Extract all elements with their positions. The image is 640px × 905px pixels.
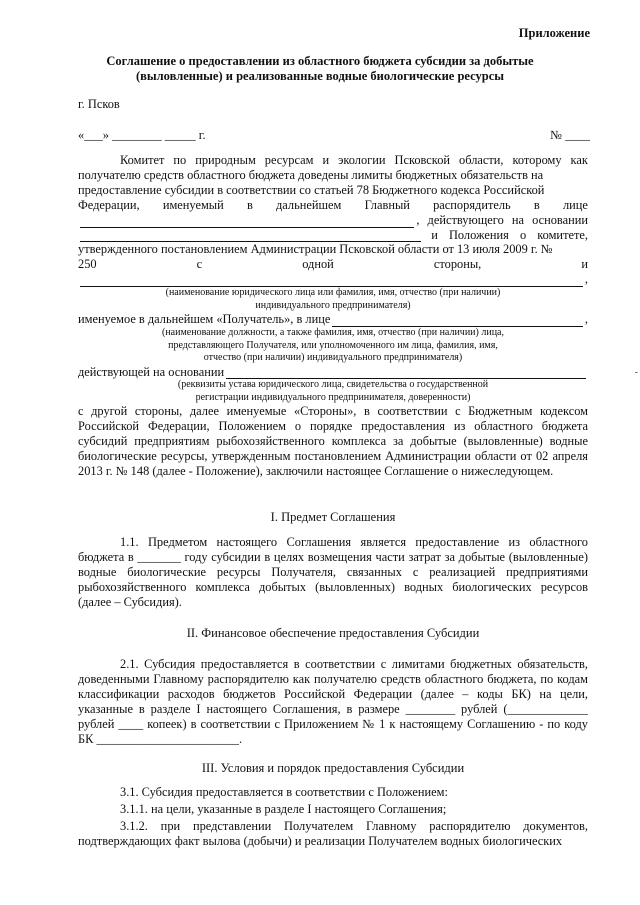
section-1-paragraph: 1.1. Предметом настоящего Соглашения является предоставление из областного бюджета в _______ году субсидии в целях возмещения части затрат за добытые (выловленные) водные биологические ресурсы Получателя, связанных с реализацией предприятиями рыбохозяйственного комплекса добытых (выловленных) водных биологических ресурсов (далее – Субсидия). — [78, 535, 588, 609]
intro-line-3: предоставление субсидии в соответствии со статьей 78 Бюджетного кодекса Российской — [78, 182, 545, 197]
city: г. Псков — [78, 97, 120, 111]
word: Федерации, — [78, 197, 140, 212]
fill-blank[interactable] — [80, 215, 414, 228]
title-line-2: (выловленные) и реализованные водные биологические ресурсы — [135, 69, 504, 83]
agreement-number: № ____ — [550, 128, 590, 142]
caption-basis-1: (реквизиты устава юридического лица, свидетельства о государственной — [177, 379, 489, 391]
word: 250 — [78, 257, 97, 272]
word: области, — [459, 153, 504, 167]
fill-blank[interactable] — [80, 229, 421, 242]
word: которому — [512, 153, 562, 167]
section-3-item-1-2: 3.1.2. при представлении Получателем Главному распорядителю документов, подтверждающих факт вылова (добычи) и реализации Получателем водных биологических — [78, 819, 588, 848]
caption-recipient-2: индивидуального предпринимателя) — [255, 299, 411, 311]
word: по — [173, 153, 187, 167]
margin-mark: - — [634, 367, 638, 378]
word: и — [581, 257, 588, 272]
word: дальнейшем — [275, 197, 342, 212]
caption-position-1: (наименование должности, а также фамилия, имя, отчество (при наличии) лица, — [161, 327, 504, 339]
word: как — [570, 153, 588, 167]
word: в — [533, 197, 540, 212]
intro-line-6 — [78, 228, 588, 243]
word: одной — [302, 257, 334, 272]
word: в — [246, 197, 253, 212]
text: и Положения о комитете, — [431, 227, 588, 242]
word: распорядитель — [433, 197, 511, 212]
intro-line-4 — [78, 198, 588, 213]
section-2-heading: II. Финансовое обеспечение предоставления Субсидии — [186, 626, 480, 640]
word: Комитет — [120, 153, 165, 167]
document-title — [80, 54, 560, 84]
title-line-1: Соглашение о предоставлении из областного бюджета субсидии за добытые — [106, 54, 534, 68]
named-line — [78, 312, 588, 327]
caption-position-2: представляющего Получателя, или уполномоченного им лица, фамилия, имя, — [168, 339, 498, 351]
text: , — [584, 272, 588, 287]
word: с — [196, 257, 203, 272]
word: экологии — [338, 153, 386, 167]
intro-line-1 — [78, 153, 588, 168]
caption-position-3: отчество (при наличии) индивидуального предпринимателя) — [203, 352, 463, 364]
word: Псковской — [394, 153, 451, 167]
caption-basis-2: регистрации индивидуального предпринимателя, доверенности) — [195, 391, 471, 403]
word: именуемый — [162, 197, 224, 212]
intro-paragraph — [78, 153, 588, 479]
acting-line — [78, 365, 588, 380]
intro-line-2: получателю средств областного бюджета доведены лимиты бюджетных обязательств на — [78, 167, 544, 182]
intro-body: с другой стороны, далее именуемые «Стороны», в соответствии с Бюджетным кодексом Российской Федерации, Положением о порядке предоставления из областного бюджета субсидий предприятиям рыбохозяйственного комплекса за добытые (выловленные) водные биологические ресурсы, утвержденным постановлением Администрации области от 02 апреля 2013 г. № 148 (далее - Положение), заключили настоящее Соглашение о нижеследующем. — [78, 404, 588, 479]
word: лице — [562, 197, 588, 212]
fill-blank[interactable] — [332, 314, 583, 327]
word: природным — [195, 153, 256, 167]
section-3-item-1: 3.1. Субсидия предоставляется в соответствии с Положением: — [120, 785, 448, 799]
section-3-heading: III. Условия и порядок предоставления Субсидии — [201, 761, 465, 775]
text: , — [584, 312, 588, 327]
section-1-heading: I. Предмет Соглашения — [270, 510, 396, 524]
section-3-item-1-1: 3.1.1. на цели, указанные в разделе I настоящего Соглашения; — [120, 802, 447, 816]
word: и — [322, 153, 330, 167]
fill-blank[interactable] — [226, 366, 586, 379]
recipient-name-line — [78, 272, 588, 287]
fill-blank[interactable] — [80, 274, 583, 287]
word: Главный — [364, 197, 410, 212]
text: , действующего на основании — [416, 212, 588, 227]
text: действующей на основании — [78, 364, 225, 379]
agreement-date: «___» ________ _____ г. — [78, 128, 206, 142]
appendix-label: Приложение — [518, 26, 590, 40]
caption-recipient-1: (наименование юридического лица или фамилия, имя, отчество (при наличии) — [165, 287, 501, 299]
text: именуемое в дальнейшем «Получатель», в лице — [78, 312, 331, 327]
section-2-paragraph: 2.1. Субсидия предоставляется в соответствии с лимитами бюджетных обязательств, доведенными Главному распорядителю как получателю средств областного бюджета, по кодам классификации расходов бюджетов Российской Федерации (далее – коды БК) на цели, указанные в разделе I настоящего Соглашения, в размере ________ рублей (_____________ рублей ____ копеек) в соответствии с Приложением № 1 к настоящему Соглашению - по коду БК _______________________. — [78, 657, 588, 746]
intro-line-7: утвержденного постановлением Администрации Псковской области от 13 июля 2009 г. № — [78, 242, 553, 257]
word: стороны, — [433, 257, 482, 272]
word: ресурсам — [264, 153, 314, 167]
intro-line-5 — [78, 213, 588, 228]
intro-line-8 — [78, 257, 588, 272]
